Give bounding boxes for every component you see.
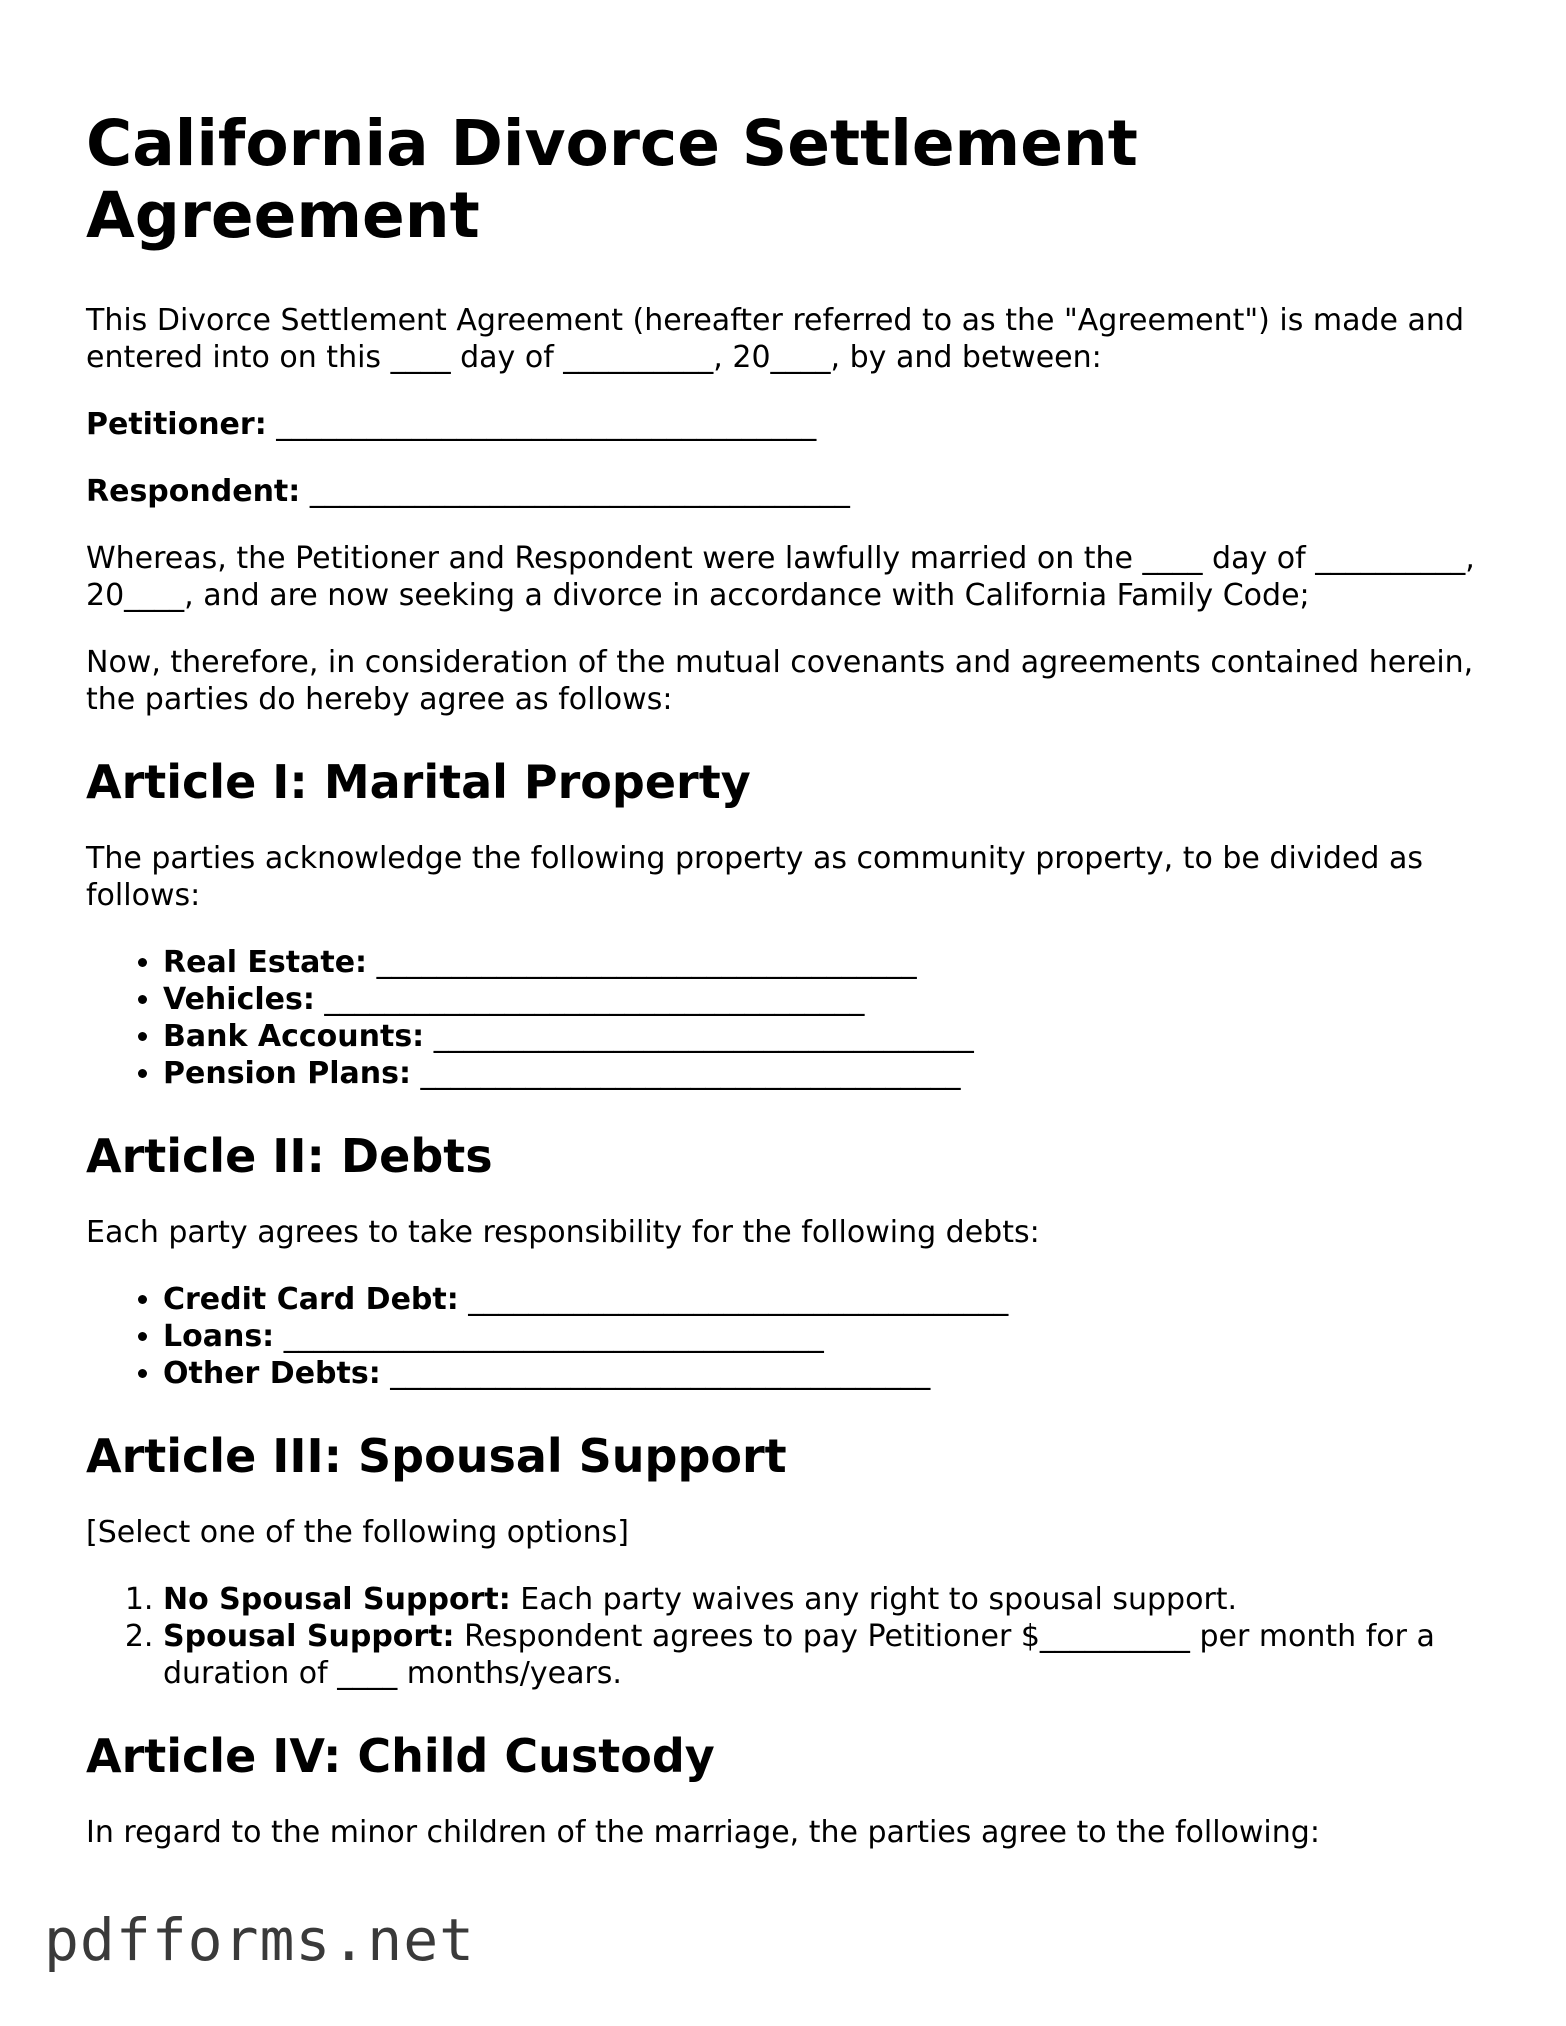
now-therefore-paragraph: Now, therefore, in consideration of the mutual covenants and agreements contained herein, the parties do hereby agree as follows: bbox=[86, 645, 1474, 717]
article-1-intro: The parties acknowledge the following property as community property, to be divided as follows: bbox=[86, 841, 1423, 913]
article-4-heading: Article IV: Child Custody bbox=[86, 1729, 715, 1783]
no-spousal-support-text: Each party waives any right to spousal support. bbox=[520, 1582, 1238, 1617]
list-item bbox=[163, 1055, 1486, 1092]
petitioner-label: Petitioner: bbox=[86, 407, 267, 442]
vehicles-label: Vehicles: bbox=[163, 982, 315, 1017]
list-item bbox=[163, 1355, 1486, 1392]
credit-card-debt-blank[interactable]: ____________________________________ bbox=[468, 1282, 1009, 1317]
respondent-label: Respondent: bbox=[86, 474, 301, 509]
article-2-heading: Article II: Debts bbox=[86, 1129, 493, 1183]
article-3-intro: [Select one of the following options] bbox=[86, 1515, 629, 1550]
whereas-paragraph: Whereas, the Petitioner and Respondent were lawfully married on the ____ day of __________, 20____, and are now seeking a divorce in accordance with California Family Code; bbox=[86, 541, 1475, 613]
list-item bbox=[163, 1018, 1486, 1055]
no-spousal-support-label: No Spousal Support: bbox=[163, 1582, 511, 1617]
loans-blank[interactable]: ____________________________________ bbox=[283, 1319, 824, 1354]
vehicles-blank[interactable]: ____________________________________ bbox=[324, 982, 865, 1017]
list-item bbox=[163, 1281, 1486, 1318]
list-item bbox=[163, 1618, 1486, 1692]
document-page bbox=[86, 108, 1486, 1881]
other-debts-label: Other Debts: bbox=[163, 1356, 381, 1391]
article-4-intro: In regard to the minor children of the marriage, the parties agree to the following: bbox=[86, 1815, 1320, 1850]
list-item bbox=[163, 944, 1486, 981]
bank-accounts-blank[interactable]: ____________________________________ bbox=[433, 1019, 974, 1054]
spousal-support-options bbox=[86, 1581, 1486, 1692]
pension-plans-blank[interactable]: ____________________________________ bbox=[420, 1056, 961, 1091]
spousal-support-label: Spousal Support: bbox=[163, 1619, 455, 1654]
petitioner-blank[interactable]: ____________________________________ bbox=[276, 407, 817, 442]
other-debts-blank[interactable]: ____________________________________ bbox=[390, 1356, 931, 1391]
article-2-intro: Each party agrees to take responsibility for the following debts: bbox=[86, 1215, 1040, 1250]
bank-accounts-label: Bank Accounts: bbox=[163, 1019, 425, 1054]
article-1-heading: Article I: Marital Property bbox=[86, 755, 751, 809]
property-list bbox=[86, 944, 1486, 1092]
loans-label: Loans: bbox=[163, 1319, 275, 1354]
list-item bbox=[163, 981, 1486, 1018]
credit-card-debt-label: Credit Card Debt: bbox=[163, 1282, 459, 1317]
intro-paragraph: This Divorce Settlement Agreement (hereafter referred to as the "Agreement") is made and entered into on this ____ day of __________, 20____, by and between: bbox=[86, 303, 1464, 375]
real-estate-blank[interactable]: ____________________________________ bbox=[376, 945, 917, 980]
debts-list bbox=[86, 1281, 1486, 1392]
real-estate-label: Real Estate: bbox=[163, 945, 368, 980]
document-title: California Divorce Settlement Agreement bbox=[86, 107, 1138, 252]
watermark: pdfforms.net bbox=[44, 1906, 476, 1974]
respondent-blank[interactable]: ____________________________________ bbox=[309, 474, 850, 509]
pension-plans-label: Pension Plans: bbox=[163, 1056, 411, 1091]
article-3-heading: Article III: Spousal Support bbox=[86, 1429, 787, 1483]
list-item bbox=[163, 1581, 1486, 1618]
list-item bbox=[163, 1318, 1486, 1355]
spousal-support-text: Respondent agrees to pay Petitioner $__________ per month for a duration of ____ months/years. bbox=[163, 1619, 1435, 1691]
respondent-field bbox=[86, 473, 1486, 510]
petitioner-field bbox=[86, 406, 1486, 443]
